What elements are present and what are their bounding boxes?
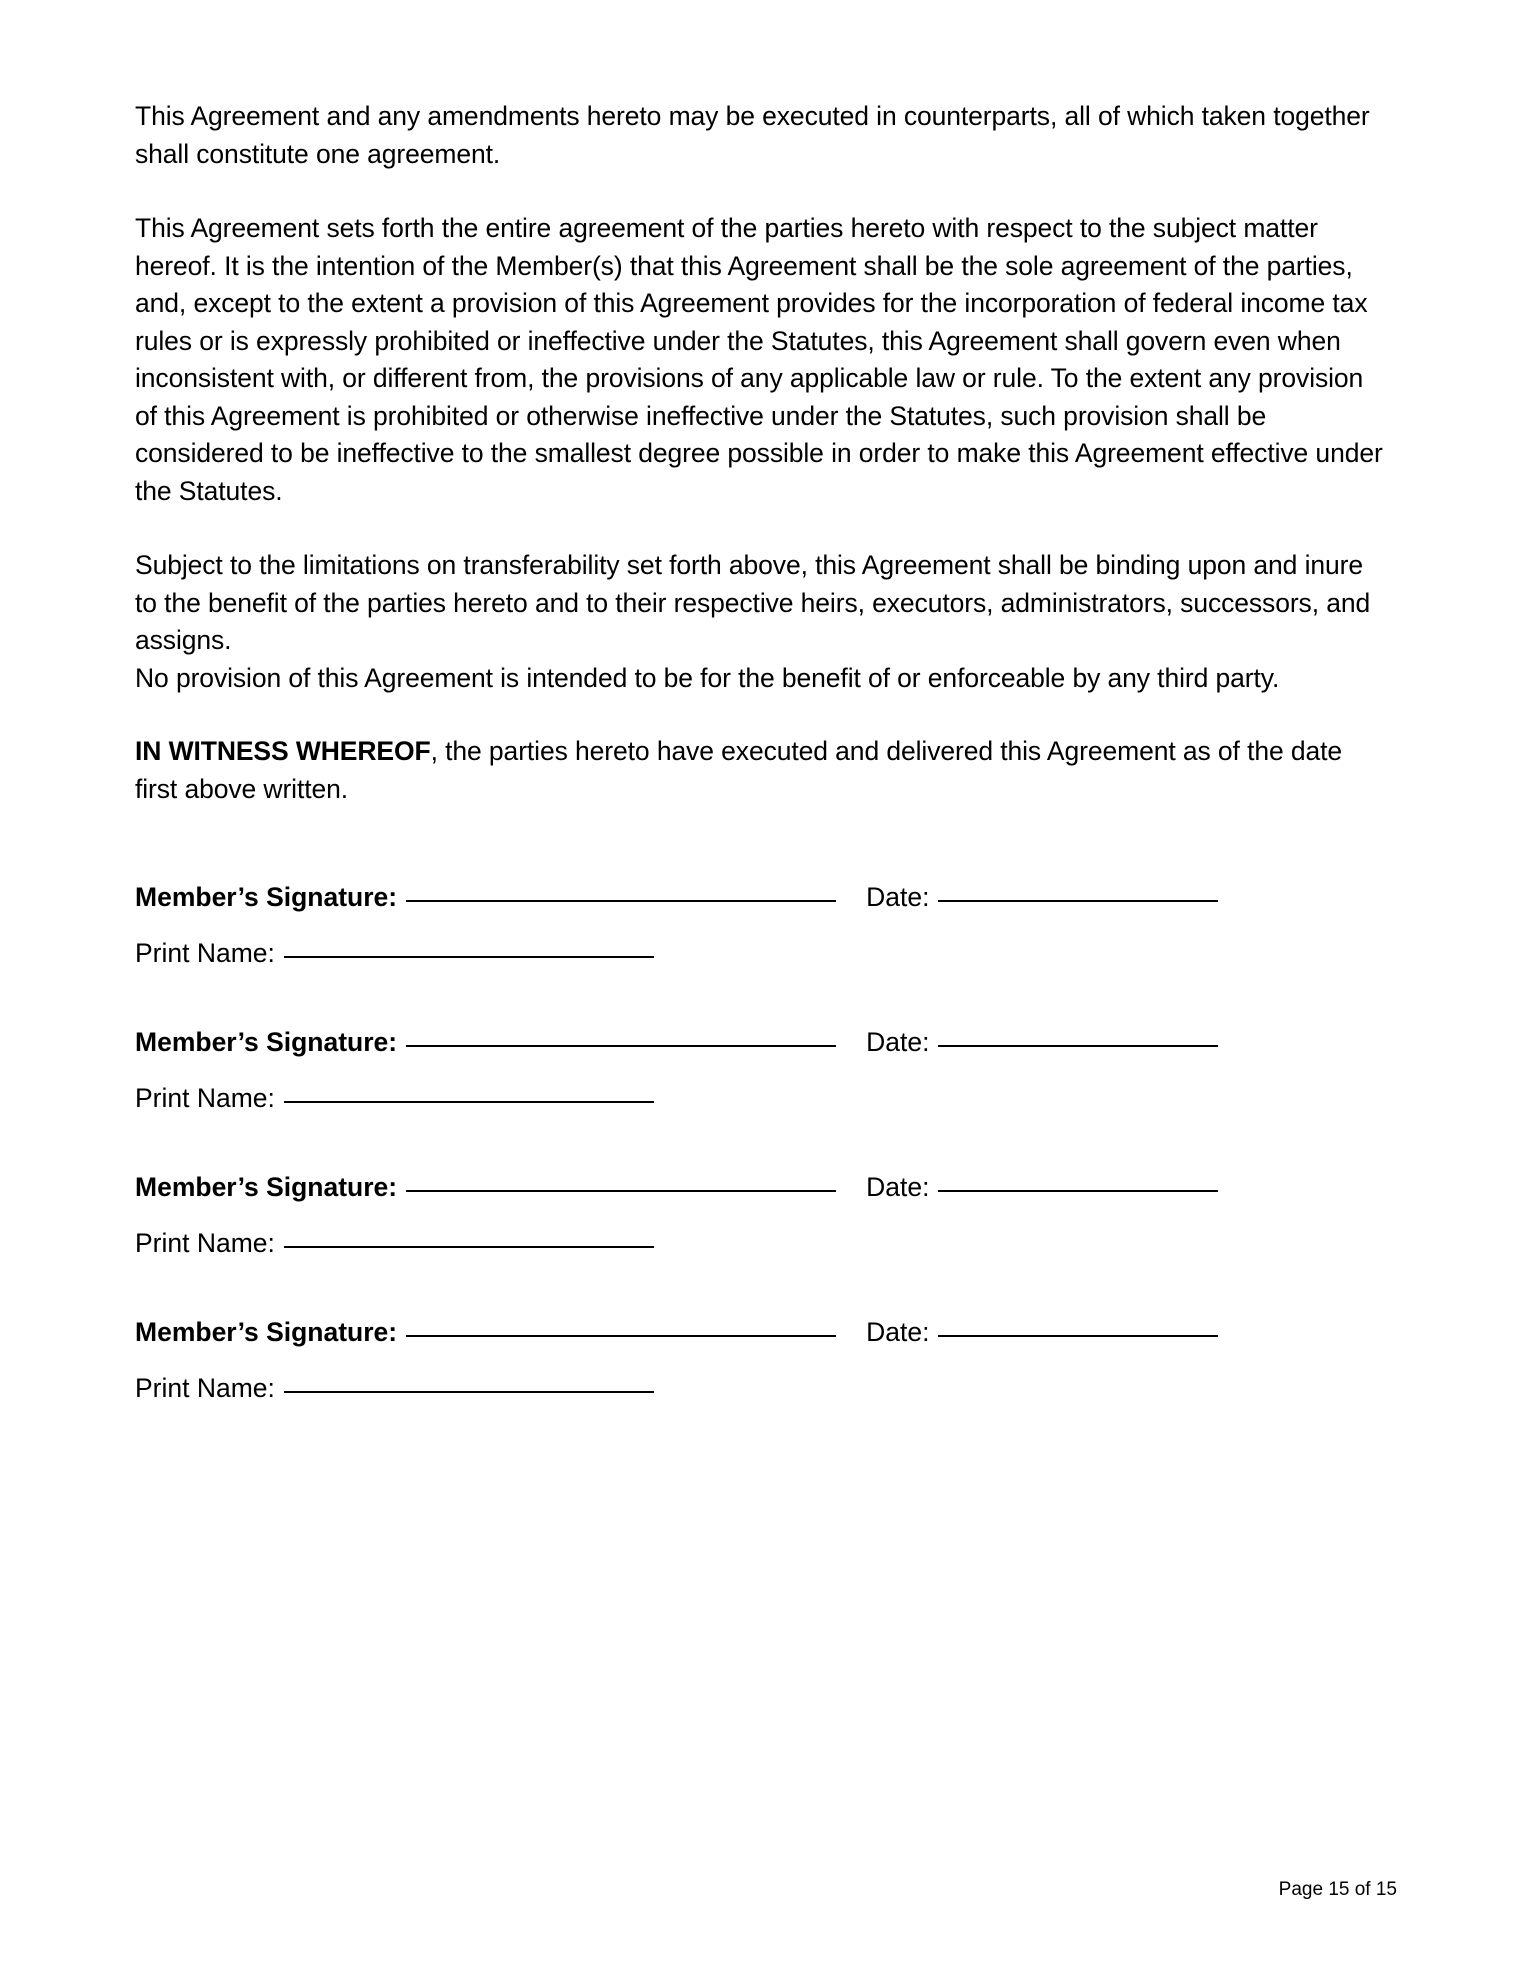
print-name-row — [135, 1081, 1385, 1170]
date-label: Date: — [866, 882, 930, 912]
member-signature-label: Member’s Signature: — [135, 882, 398, 912]
paragraph-spacer — [135, 697, 1385, 733]
member-signature-label: Member’s Signature: — [135, 1027, 398, 1057]
signature-row — [135, 1025, 1385, 1081]
print-name-row — [135, 1371, 1385, 1460]
date-label: Date: — [866, 1027, 930, 1057]
paragraph-counterparts: This Agreement and any amendments hereto may be executed in counterparts, all of which taken together shall constitute one agreement. — [135, 101, 1370, 169]
member-signature-label: Member’s Signature: — [135, 1317, 398, 1347]
paragraph-entire-agreement: This Agreement sets forth the entire agreement of the parties hereto with respect to the subject matter hereof. It is the intention of the Member(s) that this Agreement shall be the sole agreement of the parties, and, except to the extent a provision of this Agreement provides for the incorporation of federal income tax rules or is expressly prohibited or ineffective under the Statutes, this Agreement shall govern even when inconsistent with, or different from, the provisions of any applicable law or rule. To the extent any provision of this Agreement is prohibited or otherwise ineffective under the Statutes, such provision shall be considered to be ineffective to the smallest degree possible in order to make this Agreement effective under the Statutes. — [135, 213, 1383, 506]
print-name-label: Print Name: — [135, 1083, 275, 1113]
signature-section — [135, 880, 1385, 1460]
print-name-line[interactable] — [284, 1246, 654, 1248]
date-label: Date: — [866, 1317, 930, 1347]
paragraph-binding-effect: Subject to the limitations on transferability set forth above, this Agreement shall be binding upon and inure to the benefit of the parties hereto and to their respective heirs, executors, administrators, successors, and assigns. — [135, 550, 1371, 655]
in-witness-whereof-text: , the parties hereto have executed and delivered this Agreement as of the date first above written. — [135, 736, 1343, 804]
paragraph-spacer — [135, 173, 1385, 210]
print-name-row — [135, 936, 1385, 1025]
paragraph-in-witness-whereof — [135, 733, 1385, 808]
signature-row — [135, 1315, 1385, 1371]
print-name-line[interactable] — [284, 956, 654, 958]
paragraph-third-party: No provision of this Agreement is intended to be for the benefit of or enforceable by any third party. — [135, 662, 1280, 693]
document-body — [135, 98, 1385, 808]
signature-row — [135, 1170, 1385, 1226]
print-name-label: Print Name: — [135, 1373, 275, 1403]
date-line[interactable] — [938, 900, 1218, 902]
signature-row — [135, 880, 1385, 936]
date-line[interactable] — [938, 1045, 1218, 1047]
print-name-row — [135, 1226, 1385, 1315]
paragraph-spacer — [135, 510, 1385, 547]
print-name-line[interactable] — [284, 1101, 654, 1103]
member-signature-line[interactable] — [406, 900, 836, 902]
print-name-label: Print Name: — [135, 938, 275, 968]
print-name-line[interactable] — [284, 1391, 654, 1393]
member-signature-line[interactable] — [406, 1045, 836, 1047]
in-witness-whereof-heading: IN WITNESS WHEREOF — [135, 736, 431, 766]
date-label: Date: — [866, 1172, 930, 1202]
print-name-label: Print Name: — [135, 1228, 275, 1258]
member-signature-label: Member’s Signature: — [135, 1172, 398, 1202]
date-line[interactable] — [938, 1190, 1218, 1192]
date-line[interactable] — [938, 1335, 1218, 1337]
page-footer: Page 15 of 15 — [1278, 1879, 1397, 1900]
member-signature-line[interactable] — [406, 1190, 836, 1192]
member-signature-line[interactable] — [406, 1335, 836, 1337]
